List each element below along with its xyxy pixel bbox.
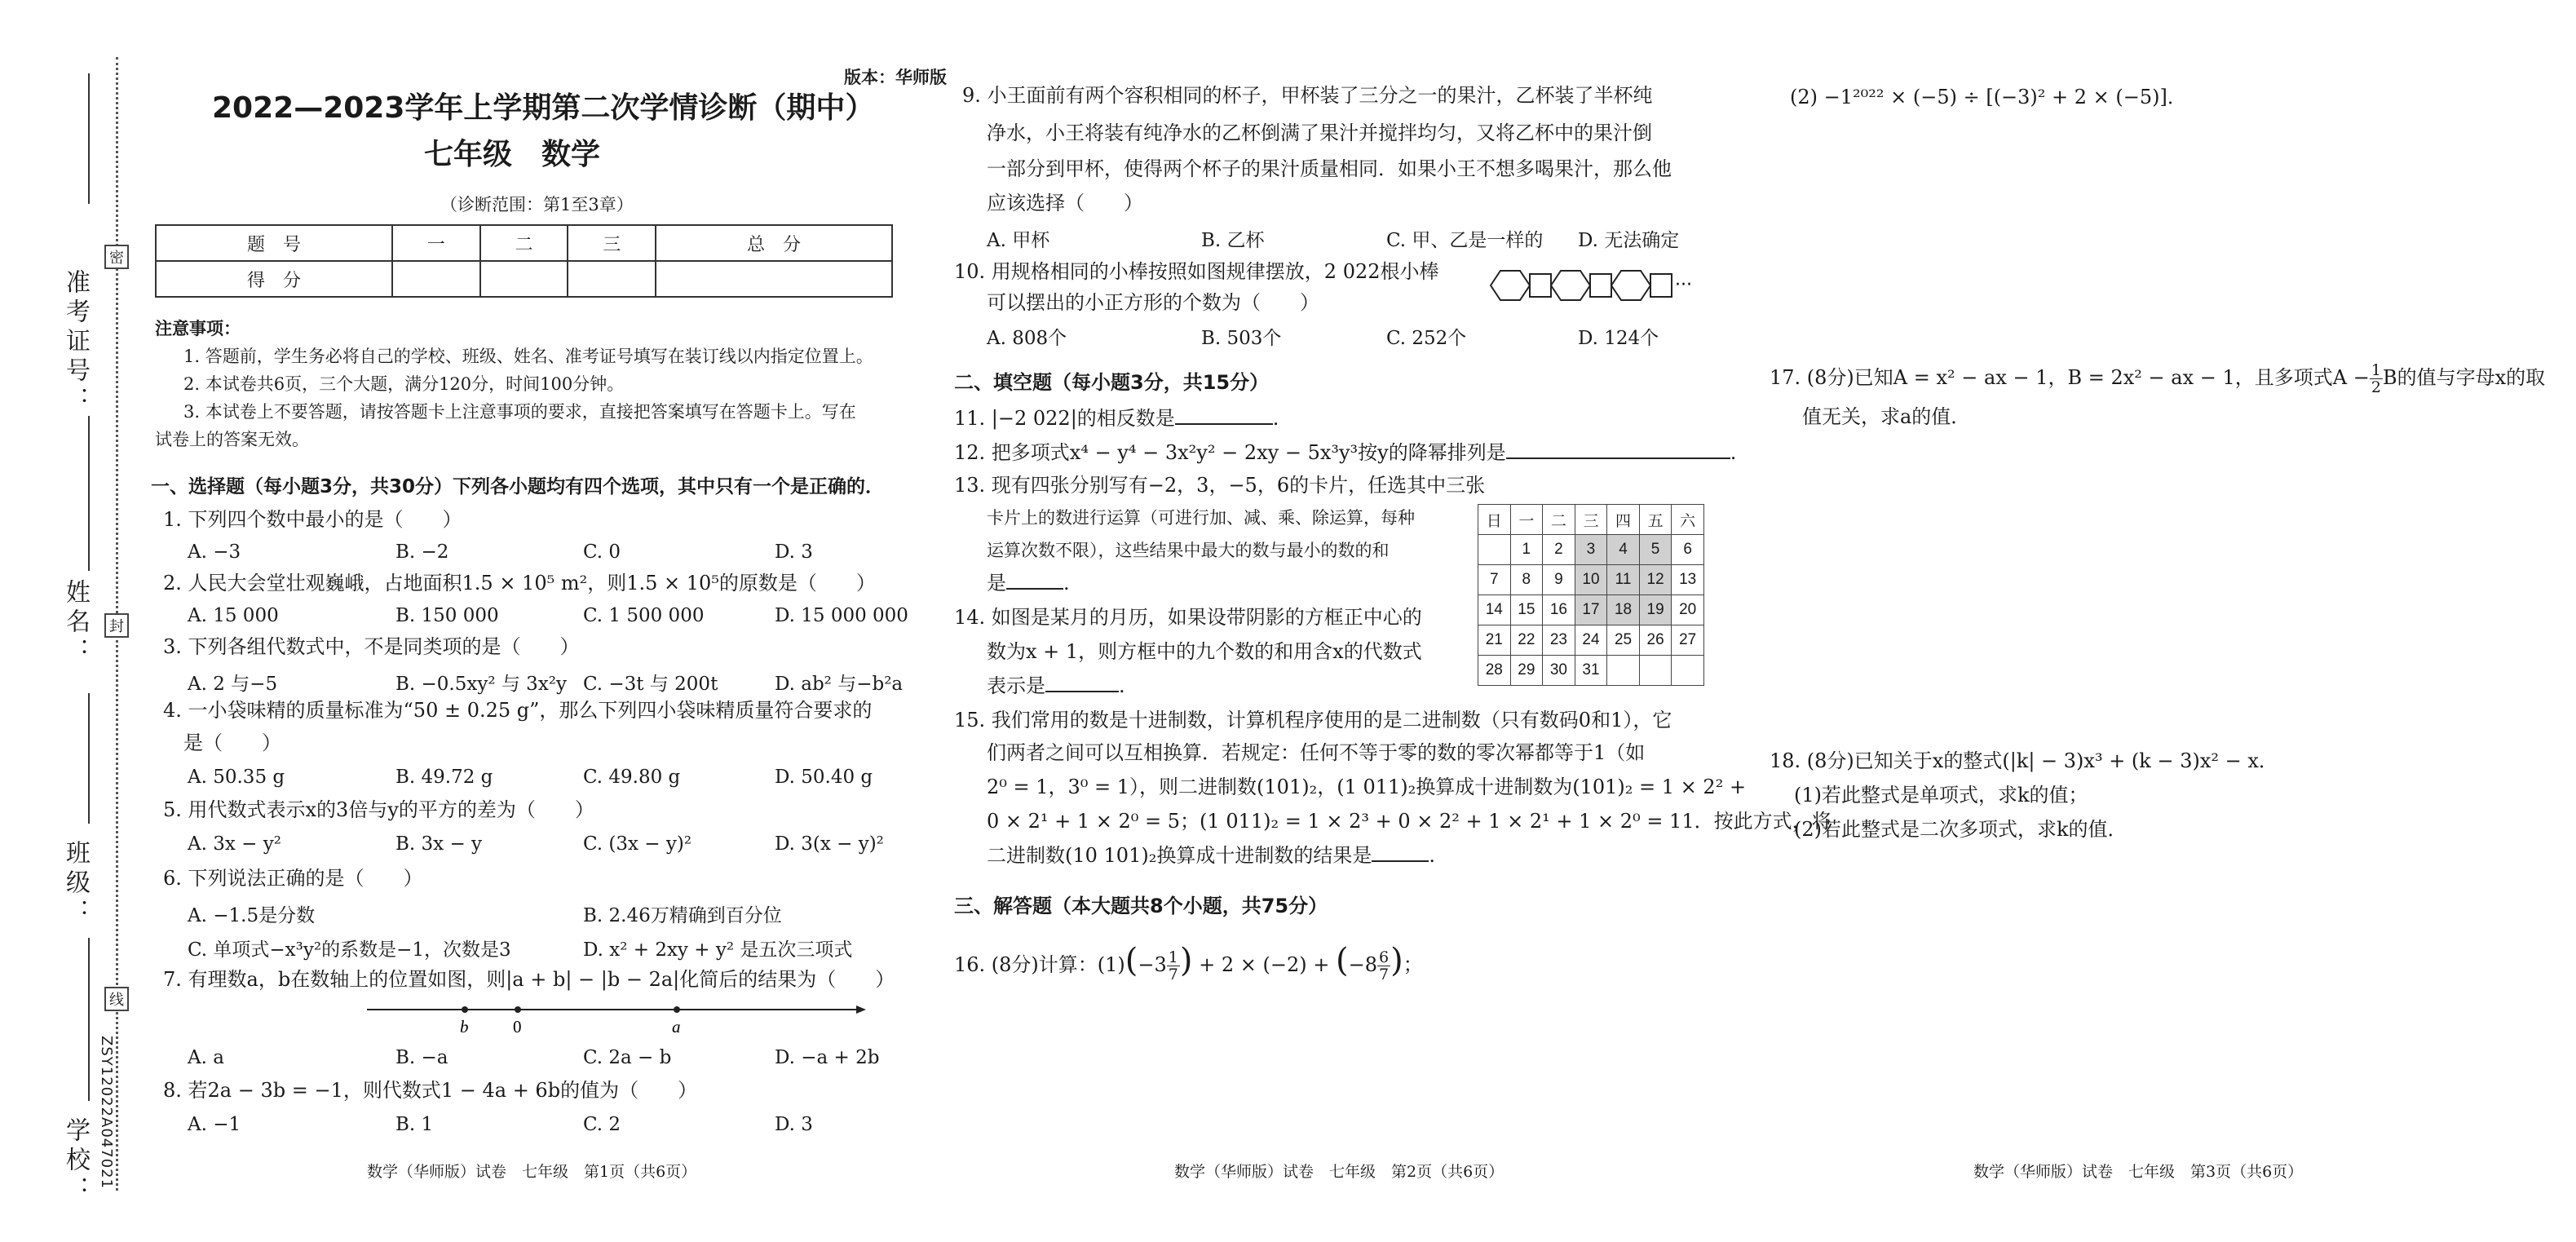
question-10-cont: 可以摆出的小正方形的个数为（ ） xyxy=(987,291,1319,314)
question-9-cont: 净水，小王将装有纯净水的乙杯倒满了果汁并搅拌均匀，又将乙杯中的果汁倒 xyxy=(987,122,1652,144)
name-label: 姓名： xyxy=(61,579,90,667)
question-15-text: 二进制数(10 101)₂换算成十进制数的结果是 xyxy=(987,844,1372,867)
calendar-day: 16 xyxy=(1543,595,1575,625)
score-header: 一 xyxy=(392,225,480,261)
option: C. 49.80 g xyxy=(583,767,681,788)
calendar-day: 27 xyxy=(1672,625,1704,656)
question-16-part2: (2) −1²⁰²² × (−5) ÷ [(−3)² + 2 × (−5)]． xyxy=(1790,86,2187,108)
answer-blank xyxy=(1006,588,1063,590)
question-18-part1: (1)若此整式是单项式，求k的值； xyxy=(1794,784,2088,807)
question-15: 15. 我们常用的数是十进制数，计算机程序使用的是二进制数（只有数码0和1），它 xyxy=(954,709,1672,731)
question-18: 18. (8分)已知关于x的整式(|k| − 3)x³ + (k − 3)x² − x． xyxy=(1770,749,2278,772)
question-13-end: 是 . xyxy=(987,572,1070,594)
question-15-end: 二进制数(10 101)₂换算成十进制数的结果是 . xyxy=(987,844,1435,867)
score-header: 总 分 xyxy=(656,225,892,261)
score-table xyxy=(155,224,893,298)
option: B. −a xyxy=(395,1047,448,1068)
calendar-day xyxy=(1607,656,1640,686)
calendar-header: 三 xyxy=(1575,505,1607,535)
seal-char: 线 xyxy=(104,987,129,1011)
question-9-cont: 一部分到甲杯，使得两个杯子的果汁质量相同．如果小王不想多喝果汁，那么他 xyxy=(987,157,1672,180)
score-header: 题 号 xyxy=(156,225,392,261)
option: D. ab² 与−b²a xyxy=(775,674,904,695)
question-6: 6. 下列说法正确的是（ ） xyxy=(163,867,423,890)
score-cell xyxy=(568,261,656,297)
square xyxy=(1590,274,1611,297)
calendar-day: 25 xyxy=(1607,625,1640,656)
label-0: 0 xyxy=(513,1017,522,1036)
option: C. 单项式−x³y²的系数是−1，次数是3 xyxy=(188,939,511,961)
option: A. 808个 xyxy=(987,328,1067,349)
page-2 xyxy=(954,0,1831,1242)
question-11: 11. |−2 022|的相反数是 . xyxy=(954,407,1279,430)
option: A. 50.35 g xyxy=(188,767,285,788)
question-8: 8. 若2a − 3b = −1，则代数式1 − 4a + 6b的值为（ ） xyxy=(163,1079,698,1102)
calendar-day: 2 xyxy=(1543,535,1575,565)
page-1 xyxy=(147,0,947,1242)
calendar-day: 24 xyxy=(1575,625,1607,656)
option: A. −1.5是分数 xyxy=(188,905,316,926)
binding-rule xyxy=(88,938,90,1101)
question-12-text: 12. 把多项式x⁴ − y⁴ − 3x²y² − 2xy − 5x³y³按y的降幂排列是 xyxy=(954,441,1506,464)
question-13: 13. 现有四张分别写有−2，3，−5，6的卡片，任选其中三张 xyxy=(954,474,1486,497)
calendar-day: 30 xyxy=(1543,656,1575,686)
seal-char: 封 xyxy=(104,613,129,638)
calendar-day: 13 xyxy=(1672,565,1704,595)
calendar-day-shaded: 18 xyxy=(1607,595,1640,625)
question-18-part2: (2)若此整式是二次多项式，求k的值． xyxy=(1794,818,2128,841)
question-10: 10. 用规格相同的小棒按照如图规律摆放，2 022根小棒 xyxy=(954,260,1439,283)
seal-char: 密 xyxy=(104,245,129,269)
q16-term: −8 xyxy=(1348,953,1377,976)
fraction xyxy=(1167,949,1180,983)
question-13-cont: 运算次数不限），这些结果中最大的数与最小的数的和 xyxy=(987,541,1390,560)
question-15-cont: 2⁰ = 1，3⁰ = 1），则二进制数(101)₂，(1 011)₂换算成十进制数为(101)₂ = 1 × 2² + xyxy=(987,776,1747,798)
calendar-day: 26 xyxy=(1639,625,1672,656)
option: A. 2 与−5 xyxy=(188,674,278,695)
option: C. −3t 与 200t xyxy=(583,674,718,695)
calendar-header: 二 xyxy=(1543,505,1575,535)
calendar-header: 五 xyxy=(1639,505,1672,535)
calendar-day: 22 xyxy=(1510,625,1543,656)
calendar-day-shaded: 3 xyxy=(1575,535,1607,565)
question-14-text: 表示是 xyxy=(987,674,1045,697)
calendar-day-shaded: 5 xyxy=(1639,535,1672,565)
option: B. 503个 xyxy=(1201,328,1282,349)
option: A. −1 xyxy=(188,1114,241,1135)
question-15-cont: 0 × 2¹ + 1 × 2⁰ = 5；(1 011)₂ = 1 × 2³ + 0 × 2² + 1 × 2¹ + 1 × 2⁰ = 11．按此方式，将 xyxy=(987,810,1831,833)
option: A. 15 000 xyxy=(188,605,279,626)
calendar-day xyxy=(1478,535,1511,565)
question-16-text: 16. (8分)计算：(1) xyxy=(954,953,1125,976)
option: B. −0.5xy² 与 3x²y xyxy=(395,674,567,695)
q16-term: −3 xyxy=(1138,953,1167,976)
stick-pattern-figure xyxy=(1484,261,1704,310)
option: C. 1 500 000 xyxy=(583,605,705,626)
score-header: 二 xyxy=(480,225,568,261)
page-footer: 数学（华师版）试卷 七年级 第1页（共6页） xyxy=(367,1163,697,1181)
option: D. 15 000 000 xyxy=(775,605,908,626)
square xyxy=(1530,274,1551,297)
square xyxy=(1650,274,1672,297)
question-13-text: 是 xyxy=(987,572,1006,594)
option: A. −3 xyxy=(188,541,241,563)
class-label: 班级： xyxy=(61,840,90,928)
section2-heading: 二、填空题（每小题3分，共15分） xyxy=(954,371,1270,394)
question-12: 12. 把多项式x⁴ − y⁴ − 3x²y² − 2xy − 5x³y³按y的降幂排列是 . xyxy=(954,441,1737,464)
fraction-denominator: 7 xyxy=(1378,966,1390,983)
option: C. 2a − b xyxy=(583,1047,672,1068)
exam-title: 2022—2023学年上学期第二次学情诊断（期中） xyxy=(212,91,875,125)
calendar-day: 8 xyxy=(1510,565,1543,595)
page-footer: 数学（华师版）试卷 七年级 第2页（共6页） xyxy=(1174,1163,1505,1181)
question-13-cont: 卡片上的数进行运算（可进行加、减、乘、除运算，每种 xyxy=(987,508,1415,528)
option: B. 49.72 g xyxy=(395,767,493,788)
calendar-day: 9 xyxy=(1543,565,1575,595)
number-line xyxy=(367,998,873,1037)
option: C. 甲、乙是一样的 xyxy=(1386,230,1544,251)
question-17-cont: 值无关，求a的值． xyxy=(1802,405,1971,428)
option: D. 3 xyxy=(775,541,813,563)
hexagon xyxy=(1551,271,1590,300)
option: A. 3x − y² xyxy=(188,833,281,855)
option: D. 3 xyxy=(775,1114,813,1135)
binding-rule xyxy=(88,73,90,204)
q16-term: + 2 × (−2) + xyxy=(1192,953,1336,976)
fraction-denominator: 2 xyxy=(2371,378,2381,396)
calendar-day: 6 xyxy=(1672,535,1704,565)
calendar-header: 六 xyxy=(1672,505,1704,535)
question-14-cont: 数为x + 1，则方框中的九个数的和用含x的代数式 xyxy=(987,640,1422,663)
option: B. 3x − y xyxy=(395,833,483,855)
answer-blank xyxy=(1372,860,1429,862)
calendar-day-shaded: 11 xyxy=(1607,565,1640,595)
calendar-header: 日 xyxy=(1478,505,1511,535)
note-item: 1. 答题前，学生务必将自己的学校、班级、姓名、准考证号填写在装订线以内指定位置上。 xyxy=(183,347,873,366)
question-9-cont: 应该选择（ ） xyxy=(987,192,1143,214)
calendar-day xyxy=(1672,656,1704,686)
option: D. 50.40 g xyxy=(775,767,873,788)
score-cell xyxy=(656,261,892,297)
option: C. (3x − y)² xyxy=(583,833,692,855)
question-14: 14. 如图是某月的月历，如果设带阴影的方框正中心的 xyxy=(954,606,1422,629)
calendar-header: 四 xyxy=(1607,505,1640,535)
number-line-arrow xyxy=(856,1006,866,1014)
question-9: 9. 小王面前有两个容积相同的杯子，甲杯装了三分之一的果汁，乙杯装了半杯纯 xyxy=(962,84,1653,107)
question-1: 1. 下列四个数中最小的是（ ） xyxy=(163,508,462,531)
calendar-day: 29 xyxy=(1510,656,1543,686)
ellipsis: ··· xyxy=(1675,275,1692,295)
fraction xyxy=(1377,949,1390,983)
question-4-cont: 是（ ） xyxy=(183,731,281,754)
option: B. −2 xyxy=(395,541,449,563)
question-17-text: 17. (8分)已知A = x² − ax − 1，B = 2x² − ax − 1，且多项式A − xyxy=(1770,366,2370,389)
section1-heading: 一、选择题（每小题3分，共30分）下列各小题均有四个选项，其中只有一个是正确的． xyxy=(151,476,885,497)
calendar-day-shaded: 4 xyxy=(1607,535,1640,565)
question-15-cont: 们两者之间可以互相换算．若规定：任何不等于零的数的零次幂都等于1（如 xyxy=(987,741,1646,764)
exam-scope: （诊断范围：第1至3章） xyxy=(440,195,634,214)
edition-label: 版本：华师版 xyxy=(844,68,947,87)
option: C. 252个 xyxy=(1386,328,1467,349)
question-3: 3. 下列各组代数式中，不是同类项的是（ ） xyxy=(163,635,580,658)
option: D. 124个 xyxy=(1578,328,1659,349)
notes-heading: 注意事项： xyxy=(155,319,241,338)
calendar-day: 20 xyxy=(1672,595,1704,625)
option: B. 1 xyxy=(395,1114,434,1135)
fraction-numerator: 1 xyxy=(2371,361,2381,379)
option: A. 甲杯 xyxy=(987,230,1050,251)
question-5: 5. 用代数式表示x的3倍与y的平方的差为（ ） xyxy=(163,798,594,821)
label-b: b xyxy=(460,1017,469,1036)
point-b xyxy=(462,1006,468,1013)
fraction-numerator: 6 xyxy=(1378,948,1390,966)
option: C. 0 xyxy=(583,541,621,563)
score-cell xyxy=(392,261,480,297)
answer-blank xyxy=(1506,457,1730,459)
paper-code: ZSY12022A047021 xyxy=(98,1036,115,1190)
question-16: 16. (8分)计算：(1)(−3 $\frac{1}{7}$ ) + 2 × (−2) + (−8 $\frac{6}{7}$ )； xyxy=(954,942,1423,983)
calendar-day: 1 xyxy=(1510,535,1543,565)
question-17 xyxy=(1770,357,2545,398)
option: B. 2.46万精确到百分位 xyxy=(583,905,782,926)
calendar-day: 7 xyxy=(1478,565,1511,595)
calendar-day-shaded: 19 xyxy=(1639,595,1672,625)
calendar-day: 21 xyxy=(1478,625,1511,656)
question-7: 7. 有理数a，b在数轴上的位置如图，则|a + b| − |b − 2a|化简后的结果为（ ） xyxy=(163,968,895,991)
option: D. x² + 2xy + y² 是五次三项式 xyxy=(583,939,853,961)
calendar-day-shaded: 10 xyxy=(1575,565,1607,595)
page-footer: 数学（华师版）试卷 七年级 第3页（共6页） xyxy=(1973,1163,2304,1181)
section3-heading: 三、解答题（本大题共8个小题，共75分） xyxy=(954,895,1328,917)
fraction-denominator: 7 xyxy=(1168,966,1178,983)
calendar-day-shaded: 17 xyxy=(1575,595,1607,625)
label-a: a xyxy=(672,1017,681,1036)
calendar-day xyxy=(1639,656,1672,686)
question-2: 2. 人民大会堂壮观巍峨，占地面积1.5 × 10⁵ m²，则1.5 × 10⁵的原数是（ ） xyxy=(163,572,876,594)
option: C. 2 xyxy=(583,1114,621,1135)
option: B. 150 000 xyxy=(395,605,499,626)
option: D. 3(x − y)² xyxy=(775,833,884,855)
option: A. a xyxy=(188,1047,224,1068)
option: D. −a + 2b xyxy=(775,1047,880,1068)
answer-blank xyxy=(1045,691,1119,692)
note-item: 3. 本试卷上不要答题，请按答题卡上注意事项的要求，直接把答案填写在答题卡上。写在 xyxy=(183,402,856,422)
calendar-day: 31 xyxy=(1575,656,1607,686)
binding-rule xyxy=(88,693,90,824)
calendar-day: 15 xyxy=(1510,595,1543,625)
option: B. 乙杯 xyxy=(1201,230,1265,251)
hexagon xyxy=(1611,271,1650,300)
calendar-day: 28 xyxy=(1478,656,1511,686)
calendar-table xyxy=(1478,504,1704,686)
calendar-day-shaded: 12 xyxy=(1639,565,1672,595)
question-4: 4. 一小袋味精的质量标准为“50 ± 0.25 g”，那么下列四小袋味精质量符合要求的 xyxy=(163,699,873,722)
calendar-day: 14 xyxy=(1478,595,1511,625)
score-label: 得 分 xyxy=(156,261,392,297)
point-0 xyxy=(515,1006,521,1013)
binding-rule xyxy=(88,416,90,571)
option: D. 无法确定 xyxy=(1578,230,1680,251)
calendar-header: 一 xyxy=(1510,505,1543,535)
score-header: 三 xyxy=(568,225,656,261)
exam-id-label: 准考证号： xyxy=(61,269,90,416)
question-11-text: 11. |−2 022|的相反数是 xyxy=(954,407,1175,430)
page-3 xyxy=(1770,0,2546,1242)
calendar-day: 23 xyxy=(1543,625,1575,656)
score-cell xyxy=(480,261,568,297)
note-item: 试卷上的答案无效。 xyxy=(155,430,309,449)
note-item: 2. 本试卷共6页，三个大题，满分120分，时间100分钟。 xyxy=(183,374,625,394)
school-label: 学校： xyxy=(61,1117,90,1205)
q16-term: ； xyxy=(1403,953,1423,976)
point-a xyxy=(674,1006,680,1013)
answer-blank xyxy=(1175,423,1273,425)
fraction xyxy=(2370,362,2383,396)
fraction-numerator: 1 xyxy=(1168,948,1178,966)
question-14-end: 表示是 . xyxy=(987,674,1125,697)
exam-subtitle: 七年级 数学 xyxy=(424,138,601,171)
question-17-text: B的值与字母x的取 xyxy=(2382,366,2546,389)
hexagon xyxy=(1491,271,1530,300)
